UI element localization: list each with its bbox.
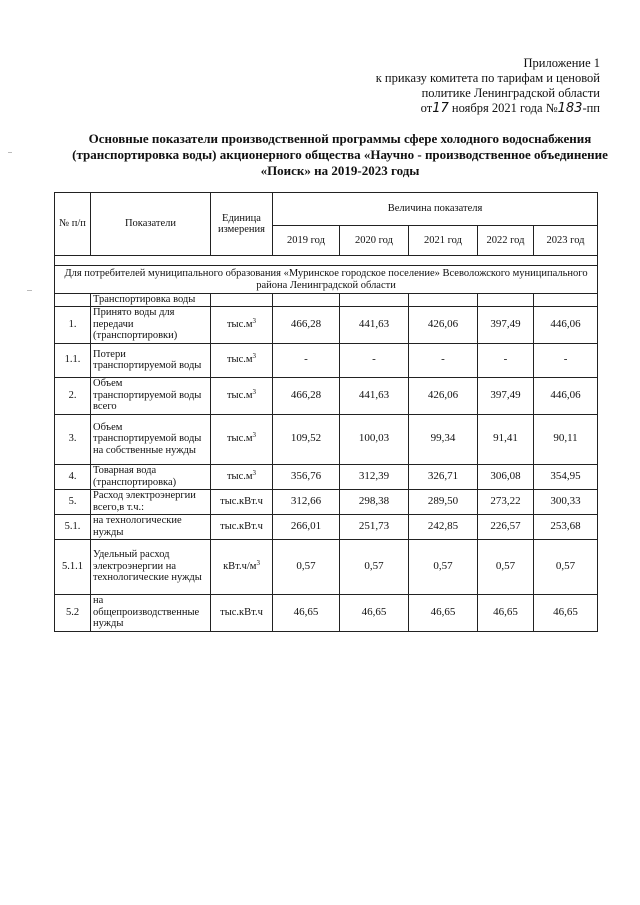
row-number: 1. (55, 306, 91, 343)
unit-text: тыс.м (226, 354, 253, 366)
row-indicator-name: на общепроизводственные нужды (91, 594, 211, 631)
row-value: 426,06 (409, 377, 478, 414)
col-header-year: 2022 год (478, 226, 534, 256)
row-value: 397,49 (478, 306, 534, 343)
row-indicator-name: Товарная вода (транспортировка) (91, 464, 211, 489)
row-value: 312,39 (340, 464, 409, 489)
scan-mark (27, 290, 32, 291)
unit-superscript: 3 (252, 468, 257, 477)
row-value: 46,65 (478, 594, 534, 631)
row-value: 312,66 (273, 489, 340, 514)
table-row (55, 594, 598, 631)
row-indicator-name: Объем транспортируемой воды на собственные нужды (91, 414, 211, 464)
date-rest: ноября 2021 года № (448, 101, 558, 115)
row-value: 441,63 (340, 306, 409, 343)
spacer-row (55, 256, 598, 266)
row-unit (211, 539, 273, 594)
row-value: 242,85 (409, 514, 478, 539)
row-value (534, 294, 598, 307)
row-value: 289,50 (409, 489, 478, 514)
row-value: 326,71 (409, 464, 478, 489)
order-number-handwritten: 183 (557, 101, 583, 116)
table-row (55, 377, 598, 414)
table-header-row (55, 193, 598, 226)
row-value: 306,08 (478, 464, 534, 489)
table-row (55, 489, 598, 514)
row-value: - (534, 343, 598, 377)
row-value: 253,68 (534, 514, 598, 539)
section-title: Для потребителей муниципального образования «Муринское городское поселение» Всеволожского муниципального района Ленинградской области (55, 266, 598, 294)
row-number: 5.2 (55, 594, 91, 631)
order-suffix: -пп (582, 101, 600, 115)
row-value: 0,57 (273, 539, 340, 594)
row-number: 5.1.1 (55, 539, 91, 594)
row-value: 0,57 (478, 539, 534, 594)
appendix-line: Приложение 1 (523, 56, 600, 70)
unit-text: тыс.кВт.ч (220, 495, 263, 507)
row-value: 446,06 (534, 306, 598, 343)
row-indicator-name: Удельный расход электроэнергии на технологические нужды (91, 539, 211, 594)
row-unit (211, 343, 273, 377)
row-number: 5.1. (55, 514, 91, 539)
row-value: 356,76 (273, 464, 340, 489)
row-value: 446,06 (534, 377, 598, 414)
document-title (60, 131, 620, 179)
table-row (55, 343, 598, 377)
row-value: 354,95 (534, 464, 598, 489)
row-value: 273,22 (478, 489, 534, 514)
col-header-year: 2021 год (409, 226, 478, 256)
appendix-line: к приказу комитета по тарифам и ценовой (375, 71, 600, 85)
row-number: 3. (55, 414, 91, 464)
col-header-values: Величина показателя (273, 193, 598, 226)
date-day-handwritten: 17 (432, 101, 449, 116)
spacer-cell (55, 256, 598, 266)
row-value: 90,11 (534, 414, 598, 464)
row-number: 2. (55, 377, 91, 414)
title-line: Основные показатели производственной программы сфере холодного водоснабжения (88, 131, 592, 146)
title-line: (транспортировка воды) акционерного общества «Научно - производственное объединение (72, 147, 608, 162)
row-unit (211, 464, 273, 489)
row-value: - (273, 343, 340, 377)
table-row (55, 514, 598, 539)
appendix-line: политике Ленинградской области (421, 86, 600, 100)
row-indicator-name: на технологические нужды (91, 514, 211, 539)
row-value: 46,65 (273, 594, 340, 631)
unit-superscript: 3 (252, 387, 257, 396)
unit-superscript: 3 (252, 316, 257, 325)
date-prefix: от (420, 101, 433, 115)
row-value: 0,57 (534, 539, 598, 594)
row-unit (211, 489, 273, 514)
row-value: 226,57 (478, 514, 534, 539)
col-header-year: 2020 год (340, 226, 409, 256)
table-row (55, 414, 598, 464)
row-unit (211, 306, 273, 343)
row-value (409, 294, 478, 307)
row-value (273, 294, 340, 307)
row-number: 1.1. (55, 343, 91, 377)
row-value: 426,06 (409, 306, 478, 343)
row-value: 466,28 (273, 377, 340, 414)
row-number (55, 294, 91, 307)
title-line: «Поиск» на 2019-2023 годы (260, 163, 420, 178)
row-value: 46,65 (534, 594, 598, 631)
unit-superscript: 3 (256, 558, 260, 567)
row-number: 4. (55, 464, 91, 489)
row-value: 100,03 (340, 414, 409, 464)
unit-text: кВт.ч/м (223, 560, 257, 572)
row-indicator-name: Расход электроэнергии всего,в т.ч.: (91, 489, 211, 514)
row-indicator-name: Принято воды для передачи (транспортировки) (91, 306, 211, 343)
row-value: 298,38 (340, 489, 409, 514)
row-value: 91,41 (478, 414, 534, 464)
appendix-header (300, 56, 600, 116)
row-value (478, 294, 534, 307)
row-value: 0,57 (409, 539, 478, 594)
col-header-name: Показатели (91, 193, 211, 256)
col-header-num: № п/п (55, 193, 91, 256)
row-unit (211, 414, 273, 464)
unit-text: тыс.м (226, 318, 253, 330)
unit-superscript: 3 (252, 352, 257, 361)
scan-mark (8, 152, 12, 153)
unit-text: тыс.кВт.ч (220, 520, 263, 532)
row-indicator-name: Транспортировка воды (91, 294, 211, 307)
col-header-year: 2019 год (273, 226, 340, 256)
row-value: 99,34 (409, 414, 478, 464)
table-row (55, 539, 598, 594)
row-value: 109,52 (273, 414, 340, 464)
col-header-unit: Единица измерения (211, 193, 273, 256)
row-value: 300,33 (534, 489, 598, 514)
row-unit (211, 594, 273, 631)
row-value: 46,65 (409, 594, 478, 631)
table-row (55, 294, 598, 307)
indicators-table (54, 192, 598, 632)
row-unit (211, 294, 273, 307)
unit-text: тыс.м (226, 470, 253, 482)
row-indicator-name: Потери транспортируемой воды (91, 343, 211, 377)
table-row (55, 464, 598, 489)
col-header-year: 2023 год (534, 226, 598, 256)
unit-text: тыс.кВт.ч (220, 606, 263, 618)
row-value: 46,65 (340, 594, 409, 631)
unit-text: тыс.м (226, 433, 253, 445)
row-value: 0,57 (340, 539, 409, 594)
row-indicator-name: Объем транспортируемой воды всего (91, 377, 211, 414)
row-value: 266,01 (273, 514, 340, 539)
row-value: 397,49 (478, 377, 534, 414)
row-value: - (340, 343, 409, 377)
section-row (55, 266, 598, 294)
row-value: 441,63 (340, 377, 409, 414)
row-value: 466,28 (273, 306, 340, 343)
unit-text: тыс.м (226, 389, 253, 401)
row-value: - (478, 343, 534, 377)
table-row (55, 306, 598, 343)
row-unit (211, 514, 273, 539)
unit-superscript: 3 (252, 431, 257, 440)
row-unit (211, 377, 273, 414)
order-date-line (300, 101, 600, 116)
row-value (340, 294, 409, 307)
row-value: 251,73 (340, 514, 409, 539)
row-value: - (409, 343, 478, 377)
row-number: 5. (55, 489, 91, 514)
